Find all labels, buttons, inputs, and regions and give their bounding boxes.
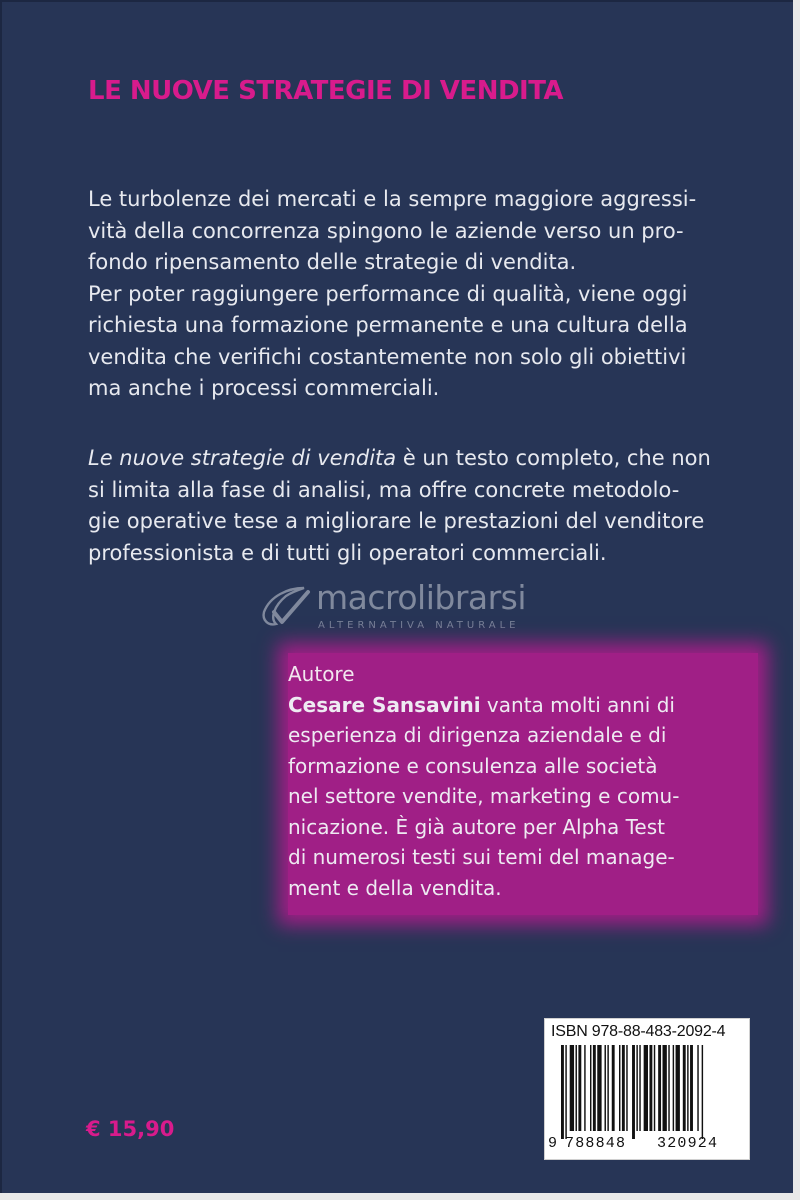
intro-line: vità della concorrenza spingono le aziende verso un pro- [88,218,684,243]
watermark-name: macrolibrarsi [316,578,527,617]
barcode-lead-digit: 9 [548,1135,558,1152]
author-line: ment e della vendita. [288,875,502,900]
author-heading: Autore [288,662,355,686]
description-line: gie operative tese a migliorare le prestazioni del venditore [88,509,705,533]
author-line: di numerosi testi sui temi del manage- [288,845,675,869]
description-line: professionista e di tutti gli operatori commerciali. [88,540,607,565]
intro-line: vendita che verifichi costantemente non solo gli obiettivi [88,344,687,369]
description-line: si limita alla fase di analisi, ma offre concrete metodolo- [88,477,680,502]
description-paragraph [88,443,728,569]
intro-line: richiesta una formazione permanente e una cultura della [88,313,688,337]
intro-paragraph [88,184,728,405]
description-line [88,443,728,475]
book-title: LE NUOVE STRATEGIE DI VENDITA [88,76,564,106]
intro-line: ma anche i processi commerciali. [88,376,440,400]
macrolibrarsi-watermark [258,578,558,638]
intro-line: Le turbolenze dei mercati e la sempre maggiore aggressi- [88,187,697,211]
leaf-check-icon [258,582,314,630]
author-line: formazione e consulenza alle società [288,753,658,778]
author-name: Cesare Sansavini [288,692,481,717]
author-box [288,653,758,915]
description-line-rest: è un testo completo, che non [396,446,711,470]
author-line-rest: vanta molti anni di [480,692,675,717]
intro-line: fondo ripensamento delle strategie di vendita. [88,250,577,274]
isbn-label: ISBN 978-88-483-2092-4 [551,1023,726,1040]
author-line: nel settore vendite, marketing e comu- [288,784,680,808]
isbn-barcode-box [544,1018,750,1160]
book-title-italic: Le nuove strategie di vendita [88,446,397,470]
author-line: esperienza di dirigenza aziendale e di [288,723,667,747]
barcode-digits-left: 788848 [565,1135,627,1152]
watermark-tagline: ALTERNATIVA NATURALE [318,620,520,631]
intro-line: Per poter raggiungere performance di qualità, viene oggi [88,281,688,306]
author-line [288,690,758,721]
barcode-digits-right: 320924 [657,1135,719,1152]
barcode [559,1045,743,1139]
price-label: € 15,90 [86,1117,175,1141]
author-line: nicazione. È già autore per Alpha Test [288,814,665,839]
